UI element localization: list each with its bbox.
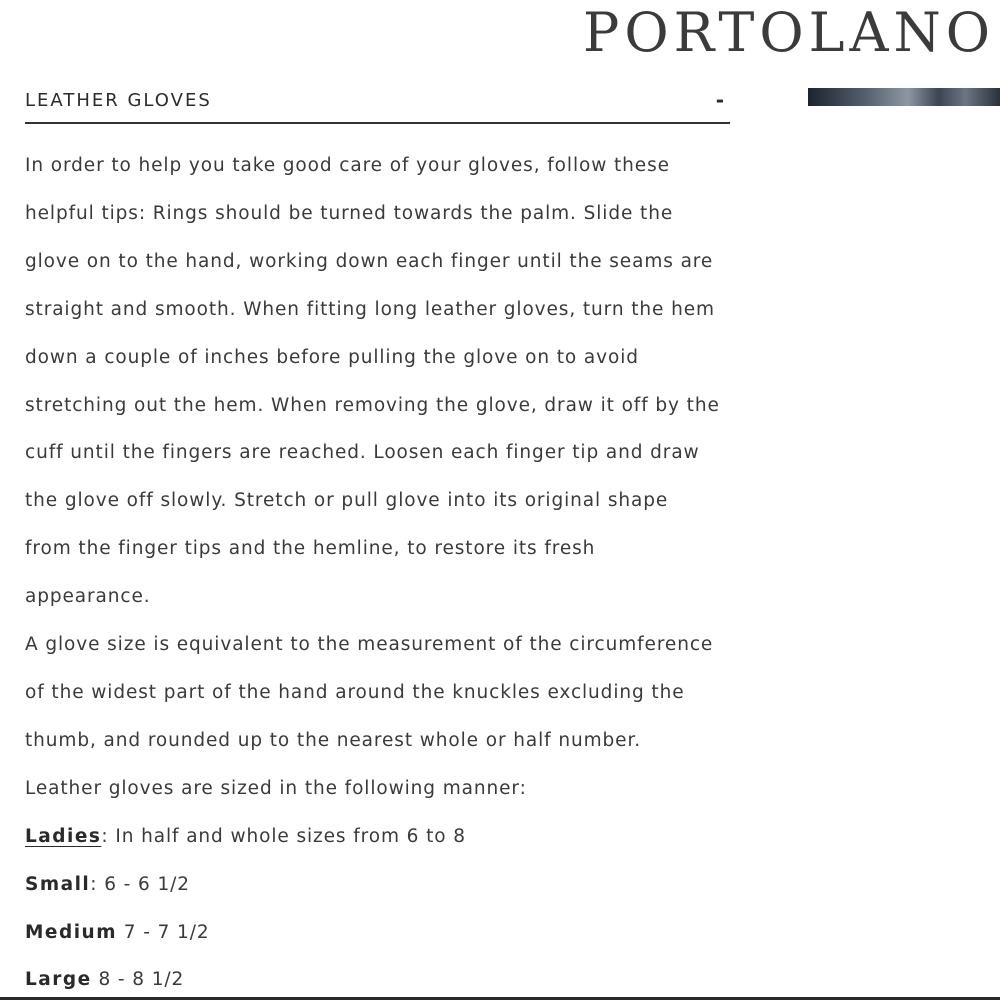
size-range: 7 - 7 1/2: [117, 921, 210, 943]
size-range: 8 - 8 1/2: [91, 969, 185, 991]
care-line: glove on to the hand, working down each finger until the seams are: [25, 250, 714, 272]
care-line: In order to help you take good care of your gloves, follow these: [25, 155, 670, 176]
size-name: Medium: [25, 921, 117, 943]
size-range: : 6 - 6 1/2: [90, 873, 190, 895]
care-instructions: [25, 142, 735, 621]
sizing-line: A glove size is equivalent to the measurement of the circumference: [25, 634, 714, 656]
care-line: helpful tips: Rings should be turned towards the palm. Slide the: [25, 202, 674, 224]
size-row-medium: [25, 909, 735, 957]
sizing-line: Leather gloves are sized in the following manner:: [25, 777, 527, 799]
accordion-header-leather-gloves[interactable]: [25, 86, 730, 124]
accordion-title: LEATHER GLOVES: [25, 90, 212, 111]
accordion-content: [25, 142, 735, 1000]
size-name: Small: [25, 873, 91, 895]
care-line: appearance.: [25, 586, 151, 608]
sizing-line: thumb, and rounded up to the nearest whole or half number.: [25, 729, 642, 751]
brand-logo[interactable]: PORTOLANO: [583, 1, 995, 64]
hero-image: [808, 88, 1000, 106]
size-row-small: [25, 861, 735, 909]
size-name: Large: [25, 969, 92, 991]
ladies-sizing: [25, 813, 735, 861]
ladies-label: Ladies: [25, 825, 102, 847]
size-row-large: [25, 956, 735, 1000]
care-line: cuff until the fingers are reached. Loosen each finger tip and draw: [25, 442, 700, 464]
care-line: straight and smooth. When fitting long leather gloves, turn the hem: [25, 298, 715, 320]
sizing-line: of the widest part of the hand around the knuckles excluding the: [25, 681, 685, 703]
care-line: from the finger tips and the hemline, to restore its fresh: [25, 538, 596, 560]
ladies-text: : In half and whole sizes from 6 to 8: [101, 825, 466, 847]
care-line: the glove off slowly. Stretch or pull glove into its original shape: [25, 490, 669, 512]
care-line: stretching out the hem. When removing the glove, draw it off by the: [25, 394, 720, 416]
care-line: down a couple of inches before pulling the glove on to avoid: [25, 346, 639, 368]
collapse-icon[interactable]: -: [715, 88, 724, 112]
sizing-info: [25, 621, 735, 1000]
